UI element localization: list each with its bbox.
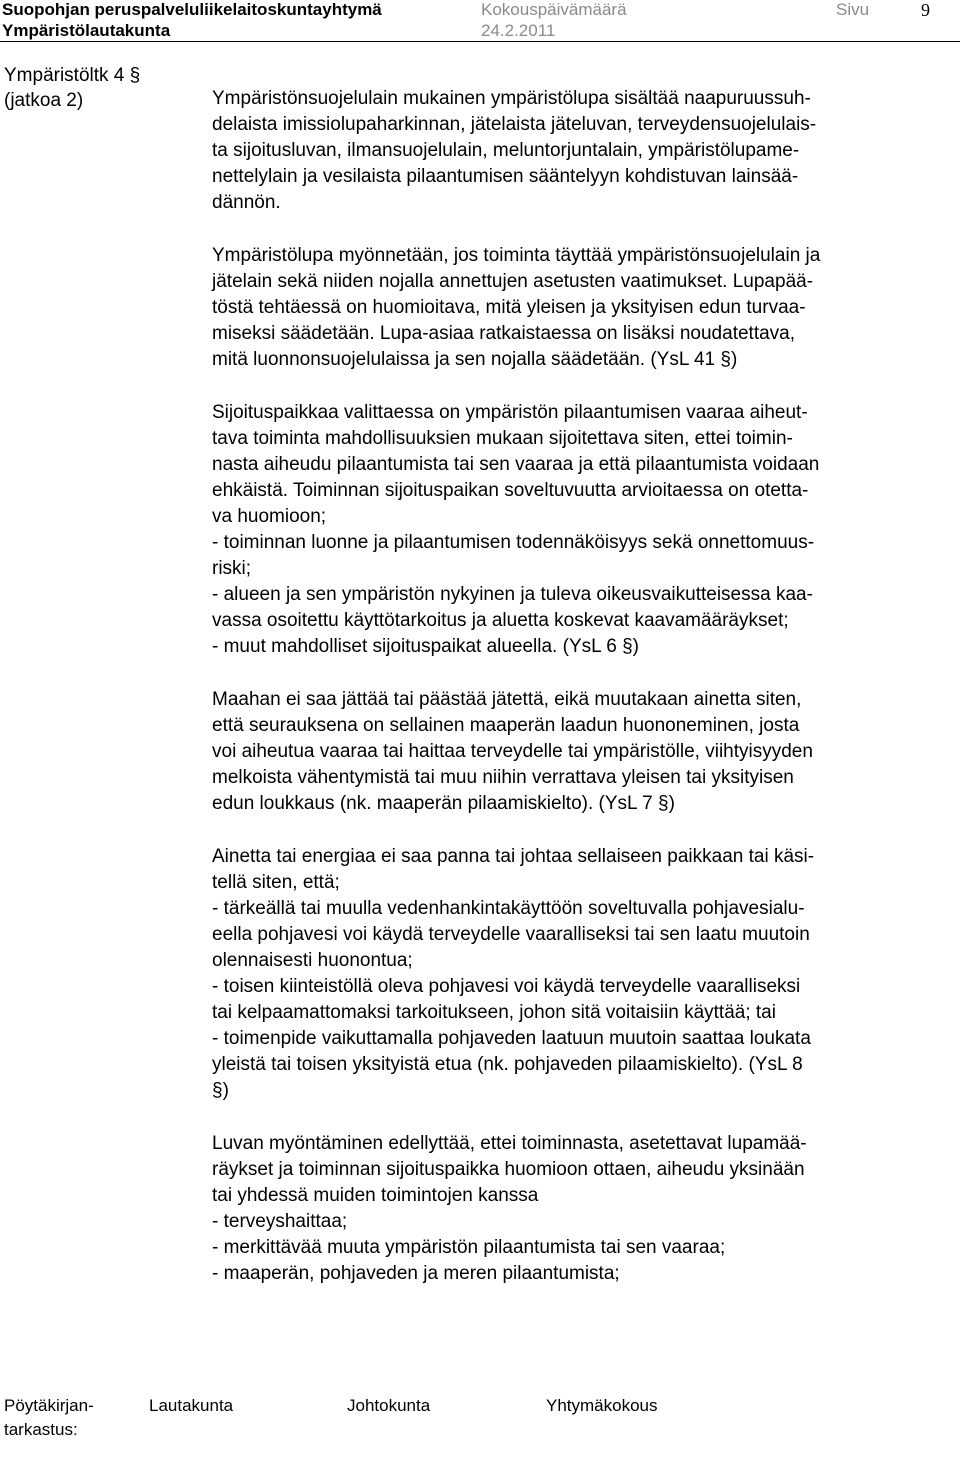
reviewers-label-line-2: tarkastus: [4,1420,78,1439]
organization-name: Suopohjan peruspalveluliikelaitoskuntayhtymä [2,0,382,19]
footer-board: Lautakunta [149,1396,234,1415]
board-name: Ympäristölautakunta [2,21,171,40]
paragraph-line: miseksi säädetään. Lupa-asiaa ratkaistaessa on lisäksi noudatettava, [212,323,796,344]
section-title: Ympäristöltk 4 § [4,65,141,86]
paragraph-line: §) [212,1080,229,1101]
paragraph-line: va huomioon; [212,506,327,527]
reviewers-label-line-1: Pöytäkirjan- [4,1396,94,1415]
paragraph-line: Luvan myöntäminen edellyttää, ettei toiminnasta, asetettavat lupamää- [212,1133,807,1154]
header-divider [0,41,960,42]
paragraph-line: ta sijoitusluvan, ilmansuojelulain, meluntorjuntalain, ympäristölupame- [212,140,800,161]
paragraph-line: tava toiminta mahdollisuuksien mukaan sijoitettava siten, ettei toimin- [212,428,793,449]
paragraph [212,1131,957,1287]
paragraph-line: räykset ja toiminnan sijoituspaikka huomioon ottaen, aiheudu yksinään [212,1159,805,1180]
paragraph-line: Ympäristölupa myönnetään, jos toiminta täyttää ympäristönsuojelulain ja [212,245,821,266]
paragraph-line: jätelain sekä niiden nojalla annettujen asetusten vaatimukset. Lupapää- [212,271,814,292]
paragraph-line: Sijoituspaikkaa valittaessa on ympäristön pilaantumisen vaaraa aiheut- [212,402,808,423]
paragraph-line: töstä tehtäessä on huomioitava, mitä yleisen ja yksityisen edun turvaa- [212,297,806,318]
paragraph [212,243,957,373]
paragraph-gap [212,216,957,243]
paragraph-line: - terveyshaittaa; [212,1211,348,1232]
paragraph-line: nettelylain ja vesilaista pilaantumisen sääntelyyn kohdistuvan lainsää- [212,166,799,187]
paragraph-line: yleistä tai toisen yksityistä etua (nk. pohjaveden pilaamiskielto). (YsL 8 [212,1054,803,1075]
paragraph-line: melkoista vähentymistä tai muu niihin verrattava yleisen tai yksityisen [212,767,794,788]
paragraph-line: mitä luonnonsuojelulaissa ja sen nojalla säädetään. (YsL 41 §) [212,349,738,370]
paragraph-line: - maaperän, pohjaveden ja meren pilaantumista; [212,1263,620,1284]
paragraph-line: olennaisesti huonontua; [212,950,413,971]
paragraph-line: tai yhdessä muiden toimintojen kanssa [212,1185,539,1206]
paragraph [212,400,957,660]
paragraph [212,86,957,216]
reviewers-label [4,1394,94,1442]
paragraph-gap [212,660,957,687]
meeting-date-label: Kokouspäivämäärä [481,0,627,19]
body-text [212,86,957,1287]
page-label: Sivu [836,0,870,19]
paragraph-line: tai kelpaamattomaksi tarkoitukseen, johon sitä voitaisiin käyttää; tai [212,1002,776,1023]
paragraph-line: - merkittävää muuta ympäristön pilaantumista tai sen vaaraa; [212,1237,726,1258]
paragraph-line: edun loukkaus (nk. maaperän pilaamiskielto). (YsL 7 §) [212,793,675,814]
paragraph-line: eella pohjavesi voi käydä terveydelle vaaralliseksi tai sen laatu muutoin [212,924,810,945]
paragraph [212,687,957,817]
paragraph-line: - alueen ja sen ympäristön nykyinen ja tuleva oikeusvaikutteisessa kaa- [212,584,813,605]
paragraph-gap [212,817,957,844]
paragraph-line: - toisen kiinteistöllä oleva pohjavesi voi käydä terveydelle vaaralliseksi [212,976,801,997]
paragraph-line: Maahan ei saa jättää tai päästää jätettä, eikä muutakaan ainetta siten, [212,689,802,710]
paragraph-line: nasta aiheudu pilaantumista tai sen vaaraa ja että pilaantumista voidaan [212,454,820,475]
paragraph-line: Ympäristönsuojelulain mukainen ympäristölupa sisältää naapuruussuh- [212,88,811,109]
paragraph-line: tellä siten, että; [212,872,340,893]
paragraph-line: dännön. [212,192,281,213]
paragraph-gap [212,373,957,400]
paragraph-line: - toiminnan luonne ja pilaantumisen todennäköisyys sekä onnettomuus- [212,532,815,553]
paragraph-line: Ainetta tai energiaa ei saa panna tai johtaa sellaiseen paikkaan tai käsi- [212,846,815,867]
paragraph-line: - tärkeällä tai muulla vedenhankintakäyttöön soveltuvalla pohjavesialu- [212,898,805,919]
footer-management: Johtokunta [347,1396,431,1415]
page-number: 9 [921,0,930,20]
paragraph-line: - muut mahdolliset sijoituspaikat alueella. (YsL 6 §) [212,636,639,657]
paragraph-line: vassa osoitettu käyttötarkoitus ja aluetta koskevat kaavamääräykset; [212,610,789,631]
paragraph [212,844,957,1104]
footer-joint-meeting: Yhtymäkokous [546,1396,658,1415]
paragraph-line: että seurauksena on sellainen maaperän laadun huononeminen, josta [212,715,800,736]
paragraph-line: delaista imissiolupaharkinnan, jätelaista jäteluvan, terveydensuojelulais- [212,114,817,135]
paragraph-line: ehkäistä. Toiminnan sijoituspaikan soveltuvuutta arvioitaessa on otetta- [212,480,809,501]
paragraph-line: - toimenpide vaikuttamalla pohjaveden laatuun muutoin saattaa loukata [212,1028,811,1049]
paragraph-line: riski; [212,558,252,579]
meeting-date: 24.2.2011 [481,21,556,40]
section-continuation: (jatkoa 2) [4,90,84,111]
paragraph-gap [212,1104,957,1131]
paragraph-line: voi aiheutua vaaraa tai haittaa terveydelle tai ympäristölle, viihtyisyyden [212,741,813,762]
